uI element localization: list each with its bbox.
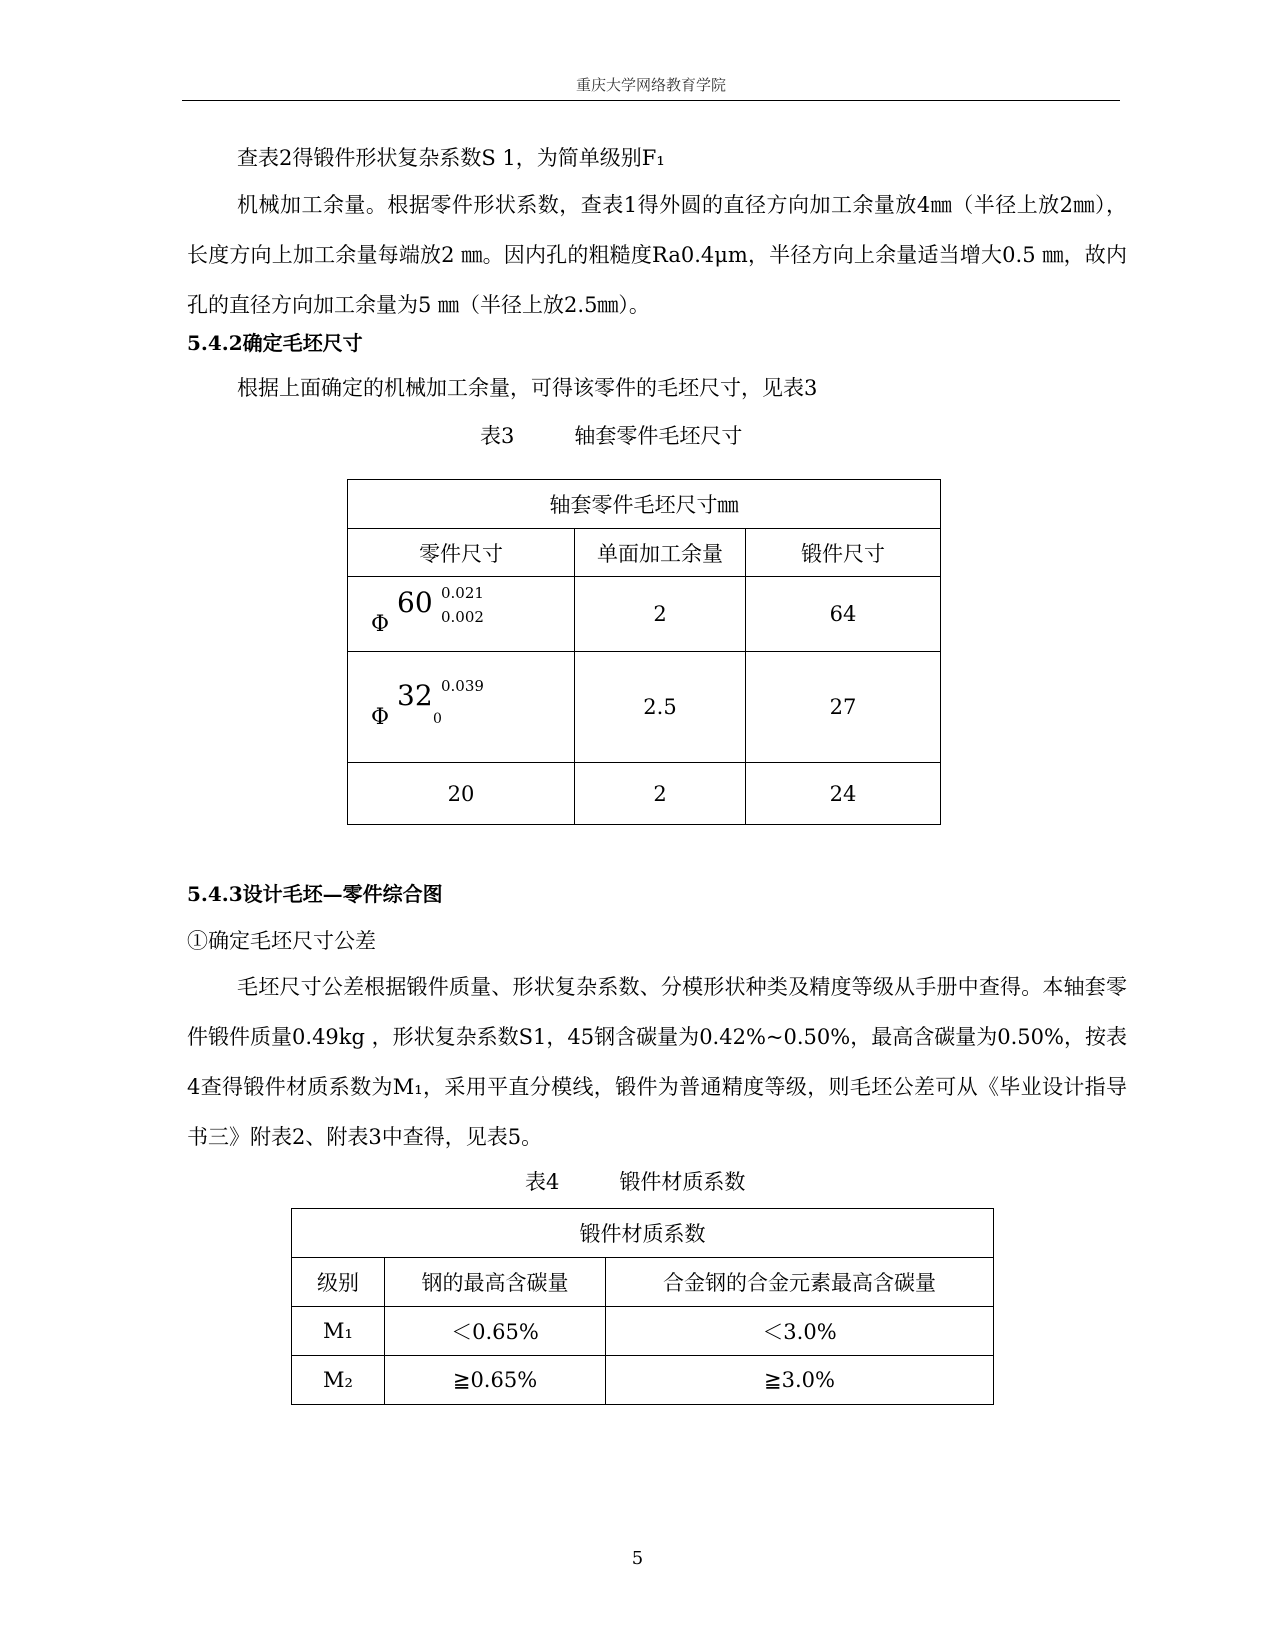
table4-title: 锻件材质系数 [292, 1209, 994, 1258]
table3-header-part-size: 零件尺寸 [348, 529, 575, 577]
table-cell: 64 [746, 577, 941, 652]
page-number: 5 [631, 1548, 644, 1569]
table3-header-allowance: 单面加工余量 [575, 529, 746, 577]
dimension-phi32: Φ 32 0.039 0 [371, 676, 484, 730]
table3-caption-number: 表3 [480, 424, 515, 448]
table-cell: 27 [746, 652, 941, 763]
table4-header-grade: 级别 [292, 1258, 385, 1307]
table4 [291, 1208, 994, 1405]
table-cell: 2 [575, 763, 746, 825]
table-cell: 20 [348, 763, 575, 825]
paragraph-shape-factor: 查表2得锻件形状复杂系数S 1，为简单级别F₁ [237, 146, 665, 170]
table3-caption-title: 轴套零件毛坯尺寸 [574, 424, 743, 448]
section-heading-5-4-2: 5.4.2确定毛坯尺寸 [187, 331, 363, 355]
table-cell [348, 652, 575, 763]
table3-title: 轴套零件毛坯尺寸㎜ [348, 480, 941, 529]
table-cell: ＜3.0% [606, 1307, 994, 1356]
subheading-tolerance: ①确定毛坯尺寸公差 [187, 929, 376, 953]
paragraph-tolerance: 毛坯尺寸公差根据锻件质量、形状复杂系数、分模形状种类及精度等级从手册中查得。本轴套零件锻件质量0.49kg ，形状复杂系数S1，45钢含碳量为0.42%~0.50%，最高含碳量为0.50%，按表4查得锻件材质系数为M₁，采用平直分模线，锻件为普通精度等级，则毛坯公差可从《毕业设计指导书三》附表2、附表3中查得，见表5。 [187, 975, 1127, 1149]
table-cell: ＜0.65% [385, 1307, 606, 1356]
table4-caption-number: 表4 [525, 1170, 560, 1194]
table-cell: M₂ [292, 1356, 385, 1405]
paragraph-blank-size: 根据上面确定的机械加工余量，可得该零件的毛坯尺寸，见表3 [237, 376, 818, 400]
table-cell: 24 [746, 763, 941, 825]
header-rule [182, 100, 1120, 101]
section-heading-5-4-3: 5.4.3设计毛坯—零件综合图 [187, 882, 443, 906]
table-cell: ≧3.0% [606, 1356, 994, 1405]
table4-caption [525, 1166, 745, 1196]
table3 [347, 479, 941, 825]
table-cell: M₁ [292, 1307, 385, 1356]
table-cell: ≧0.65% [385, 1356, 606, 1405]
table-cell: 2.5 [575, 652, 746, 763]
page-header: 重庆大学网络教育学院 [575, 76, 726, 94]
table4-header-steel-carbon: 钢的最高含碳量 [385, 1258, 606, 1307]
table4-caption-title: 锻件材质系数 [619, 1170, 746, 1194]
table-cell [348, 577, 575, 652]
paragraph-machining-allowance: 机械加工余量。根据零件形状系数，查表1得外圆的直径方向加工余量放4㎜（半径上放2㎜），长度方向上加工余量每端放2 ㎜。因内孔的粗糙度Ra0.4μm，半径方向上余量适当增大0.5 ㎜，故内孔的直径方向加工余量为5 ㎜（半径上放2.5㎜）。 [187, 193, 1127, 317]
table3-caption [480, 420, 742, 450]
table4-header-alloy-carbon: 合金钢的合金元素最高含碳量 [606, 1258, 994, 1307]
dimension-phi60: Φ 60 0.021 0.002 [371, 583, 484, 637]
table-cell: 2 [575, 577, 746, 652]
table3-header-forging-size: 锻件尺寸 [746, 529, 941, 577]
